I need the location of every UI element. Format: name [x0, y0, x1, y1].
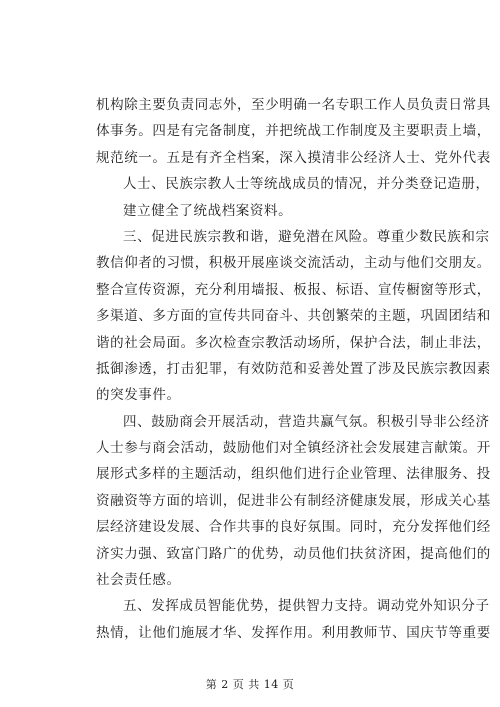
- text-line: 资融资等方面的培训，促进非公有制经济健康发展，形成关心基: [96, 492, 491, 509]
- text-line: 教信仰者的习惯，积极开展座谈交流活动，主动与他们交朋友。: [96, 255, 491, 272]
- text-line: 四、鼓励商会开展活动，营造共赢气氛。积极引导非公经济: [123, 413, 490, 430]
- text-line: 整合宣传资源，充分利用墙报、板报、标语、宣传橱窗等形式，: [96, 281, 491, 298]
- text-line: 济实力强、致富门路广的优势，动员他们扶贫济困，提高他们的: [96, 545, 491, 562]
- text-line: 建立健全了统战档案资料。: [123, 202, 293, 219]
- text-line: 多渠道、多方面的宣传共同奋斗、共创繁荣的主题，巩固团结和: [96, 308, 491, 325]
- text-line: 人士、民族宗教人士等统战成员的情况，并分类登记造册，: [123, 176, 490, 193]
- text-line: 热情，让他们施展才华、发挥作用。利用教师节、国庆节等重要: [96, 624, 491, 641]
- text-line: 的突发事件。: [96, 387, 181, 404]
- page-footer: 第 2 页 共 14 页: [205, 678, 295, 691]
- text-line: 体事务。四是有完备制度，并把统战工作制度及主要职责上墙，: [96, 123, 491, 140]
- text-line: 人士参与商会活动，鼓励他们对全镇经济社会发展建言献策。开: [96, 440, 491, 457]
- body-text: [96, 92, 491, 646]
- text-line: 规范统一。五是有齐全档案，深入摸清非公经济人士、党外代表: [96, 149, 491, 166]
- text-line: 机构除主要负责同志外，至少明确一名专职工作人员负责日常具: [96, 97, 491, 113]
- text-line: 抵御渗透，打击犯罪，有效防范和妥善处置了涉及民族宗教因素: [96, 360, 491, 377]
- text-line: 社会责任感。: [96, 572, 181, 589]
- text-line: 展形式多样的主题活动，组织他们进行企业管理、法律服务、投: [96, 466, 491, 483]
- text-line: 谐的社会局面。多次检查宗教活动场所，保护合法，制止非法，: [96, 334, 491, 351]
- text-line: 三、促进民族宗教和谐，避免潜在风险。尊重少数民族和宗: [123, 228, 490, 245]
- text-line: 五、发挥成员智能优势，提供智力支持。调动党外知识分子: [123, 598, 490, 615]
- text-line: 层经济建设发展、合作共事的良好氛围。同时，充分发挥他们经: [96, 519, 491, 536]
